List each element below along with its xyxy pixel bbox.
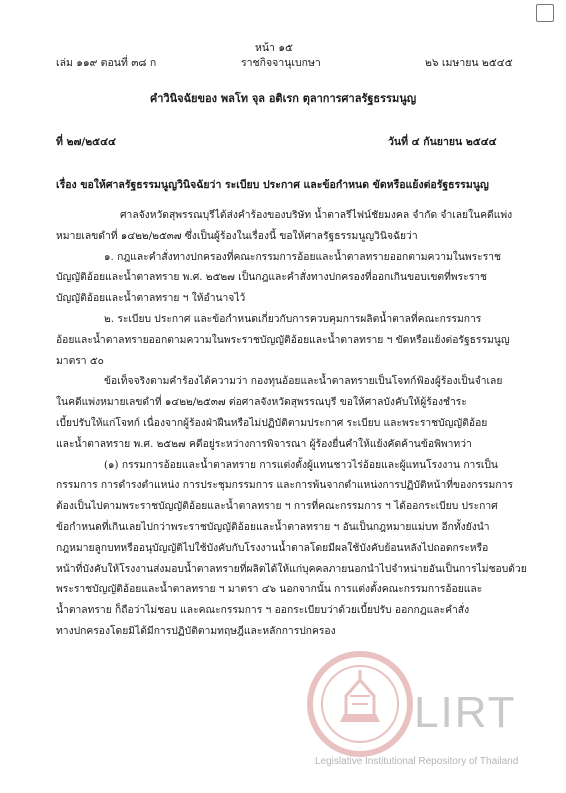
body-line: (๑) กรรมการอ้อยและน้ำตาลทราย การแต่งตั้งผู้แทนชาวไร่อ้อยและผู้แทนโรงงาน การเป็น: [104, 458, 498, 471]
ruling-number: ที่ ๒๗/๒๕๔๔: [56, 136, 116, 148]
ruling-body: [56, 205, 534, 642]
parliament-seal-icon: [306, 648, 414, 766]
ruling-subject: เรื่อง ขอให้ศาลรัฐธรรมนูญวินิจฉัยว่า ระเบียบ ประกาศ และข้อกำหนด ขัดหรือแย้งต่อรัฐธรรมนูญ: [56, 179, 489, 191]
scan-corner-mark: [536, 4, 554, 22]
body-line: ทางปกครองโดยมิได้มีการปฏิบัติตามทฤษฎีและหลักการปกครอง: [56, 624, 336, 637]
body-line: พระราชบัญญัติอ้อยและน้ำตาลทราย ฯ มาตรา ๔๖ นอกจากนั้น การแต่งตั้งคณะกรรมการอ้อยและ: [56, 583, 483, 596]
ruling-date: วันที่ ๔ กันยายน ๒๕๔๔: [388, 136, 497, 148]
lirt-logo: LIRT: [414, 688, 517, 737]
body-line: ข้อเท็จจริงตามคำร้องได้ความว่า กองทุนอ้อยและน้ำตาลทรายเป็นโจทก์ฟ้องผู้ร้องเป็นจำเลย: [104, 375, 503, 388]
body-line: อ้อยและน้ำตาลทรายออกตามความในพระราชบัญญัติอ้อยและน้ำตาลทราย ฯ ขัดหรือแย้งต่อรัฐธรรมนูญ: [56, 333, 510, 346]
body-line: บัญญัติอ้อยและน้ำตาลทราย ฯ ให้อำนาจไว้: [56, 292, 246, 305]
gazette-date: ๒๖ เมษายน ๒๕๔๕: [425, 57, 513, 69]
body-line: มาตรา ๕๐: [56, 354, 104, 367]
body-line: ๑. กฎและคำสั่งทางปกครองที่คณะกรรมการอ้อยและน้ำตาลทรายออกตามความในพระราช: [104, 250, 502, 263]
lirt-caption: Legislative Institutional Repository of Thailand: [315, 756, 519, 767]
body-line: หมายเลขดำที่ ๑๔๒๒/๒๕๓๗ ซึ่งเป็นผู้ร้องในเรื่องนี้ ขอให้ศาลรัฐธรรมนูญวินิจฉัยว่า: [56, 229, 418, 242]
body-line: ในคดีแพ่งหมายเลขดำที่ ๑๔๒๒/๒๕๓๗ ต่อศาลจังหวัดสุพรรณบุรี ขอให้ศาลบังคับให้ผู้ร้องชำระ: [56, 396, 467, 409]
page-number: หน้า ๑๕: [255, 42, 293, 54]
body-line: เบี้ยปรับให้แก่โจทก์ เนื่องจากผู้ร้องฝ่าฝืนหรือไม่ปฏิบัติตามประกาศ ระเบียบ และพระราชบัญญัติอ้อย: [56, 416, 488, 429]
gazette-volume: เล่ม ๑๑๙ ตอนที่ ๓๘ ก: [56, 57, 157, 69]
gazette-name: ราชกิจจานุเบกษา: [241, 57, 321, 69]
body-line: ข้อกำหนดที่เกินเลยไปกว่าพระราชบัญญัติอ้อยและน้ำตาลทราย ฯ อันเป็นกฎหมายแม่บท อีกทั้งยังนำ: [56, 520, 490, 533]
body-line: บัญญัติอ้อยและน้ำตาลทราย พ.ศ. ๒๕๒๗ เป็นกฎและคำสั่งทางปกครองที่ออกเกินขอบเขตที่พระราช: [56, 271, 488, 284]
body-line: หน้าที่บังคับให้โรงงานส่งมอบน้ำตาลทรายที่ผลิตได้ให้แก่บุคคลภายนอกนำไปจำหน่ายอันเป็นการไม่ชอบด้วย: [56, 562, 527, 575]
body-line: ๒. ระเบียบ ประกาศ และข้อกำหนดเกี่ยวกับการควบคุมการผลิตน้ำตาลที่คณะกรรมการ: [104, 312, 482, 325]
body-line: กรรมการ การดำรงตำแหน่ง การประชุมกรรมการ และการพ้นจากตำแหน่งการปฏิบัติหน้าที่ของกรรมการ: [56, 479, 513, 492]
body-line: และน้ำตาลทราย พ.ศ. ๒๕๒๗ คดีอยู่ระหว่างการพิจารณา ผู้ร้องยื่นคำให้แย้งคัดค้านข้อพิพาทว่า: [56, 437, 472, 450]
body-line: ต้องเป็นไปตามพระราชบัญญัติอ้อยและน้ำตาลทราย ฯ การที่คณะกรรมการ ฯ ได้ออกระเบียบ ประกาศ: [56, 500, 498, 513]
body-line: ศาลจังหวัดสุพรรณบุรีได้ส่งคำร้องของบริษัท น้ำตาลรีไฟน์ชัยมงคล จำกัด จำเลยในคดีแพ่ง: [120, 209, 513, 221]
body-line: กฎหมายลูกบทหรืออนุบัญญัติไปใช้บังคับกับโรงงานน้ำตาลโดยมีผลใช้บังคับย้อนหลังไปถอดกระหรือ: [56, 541, 489, 554]
ruling-title: คำวินิจฉัยของ พลโท จุล อติเรก ตุลาการศาลรัฐธรรมนูญ: [149, 92, 417, 105]
body-line: น้ำตาลทราย ก็ถือว่าไม่ชอบ และคณะกรรมการ ฯ ออกระเบียบว่าด้วยเบี้ยปรับ ออกกฎและคำสั่ง: [56, 604, 470, 617]
